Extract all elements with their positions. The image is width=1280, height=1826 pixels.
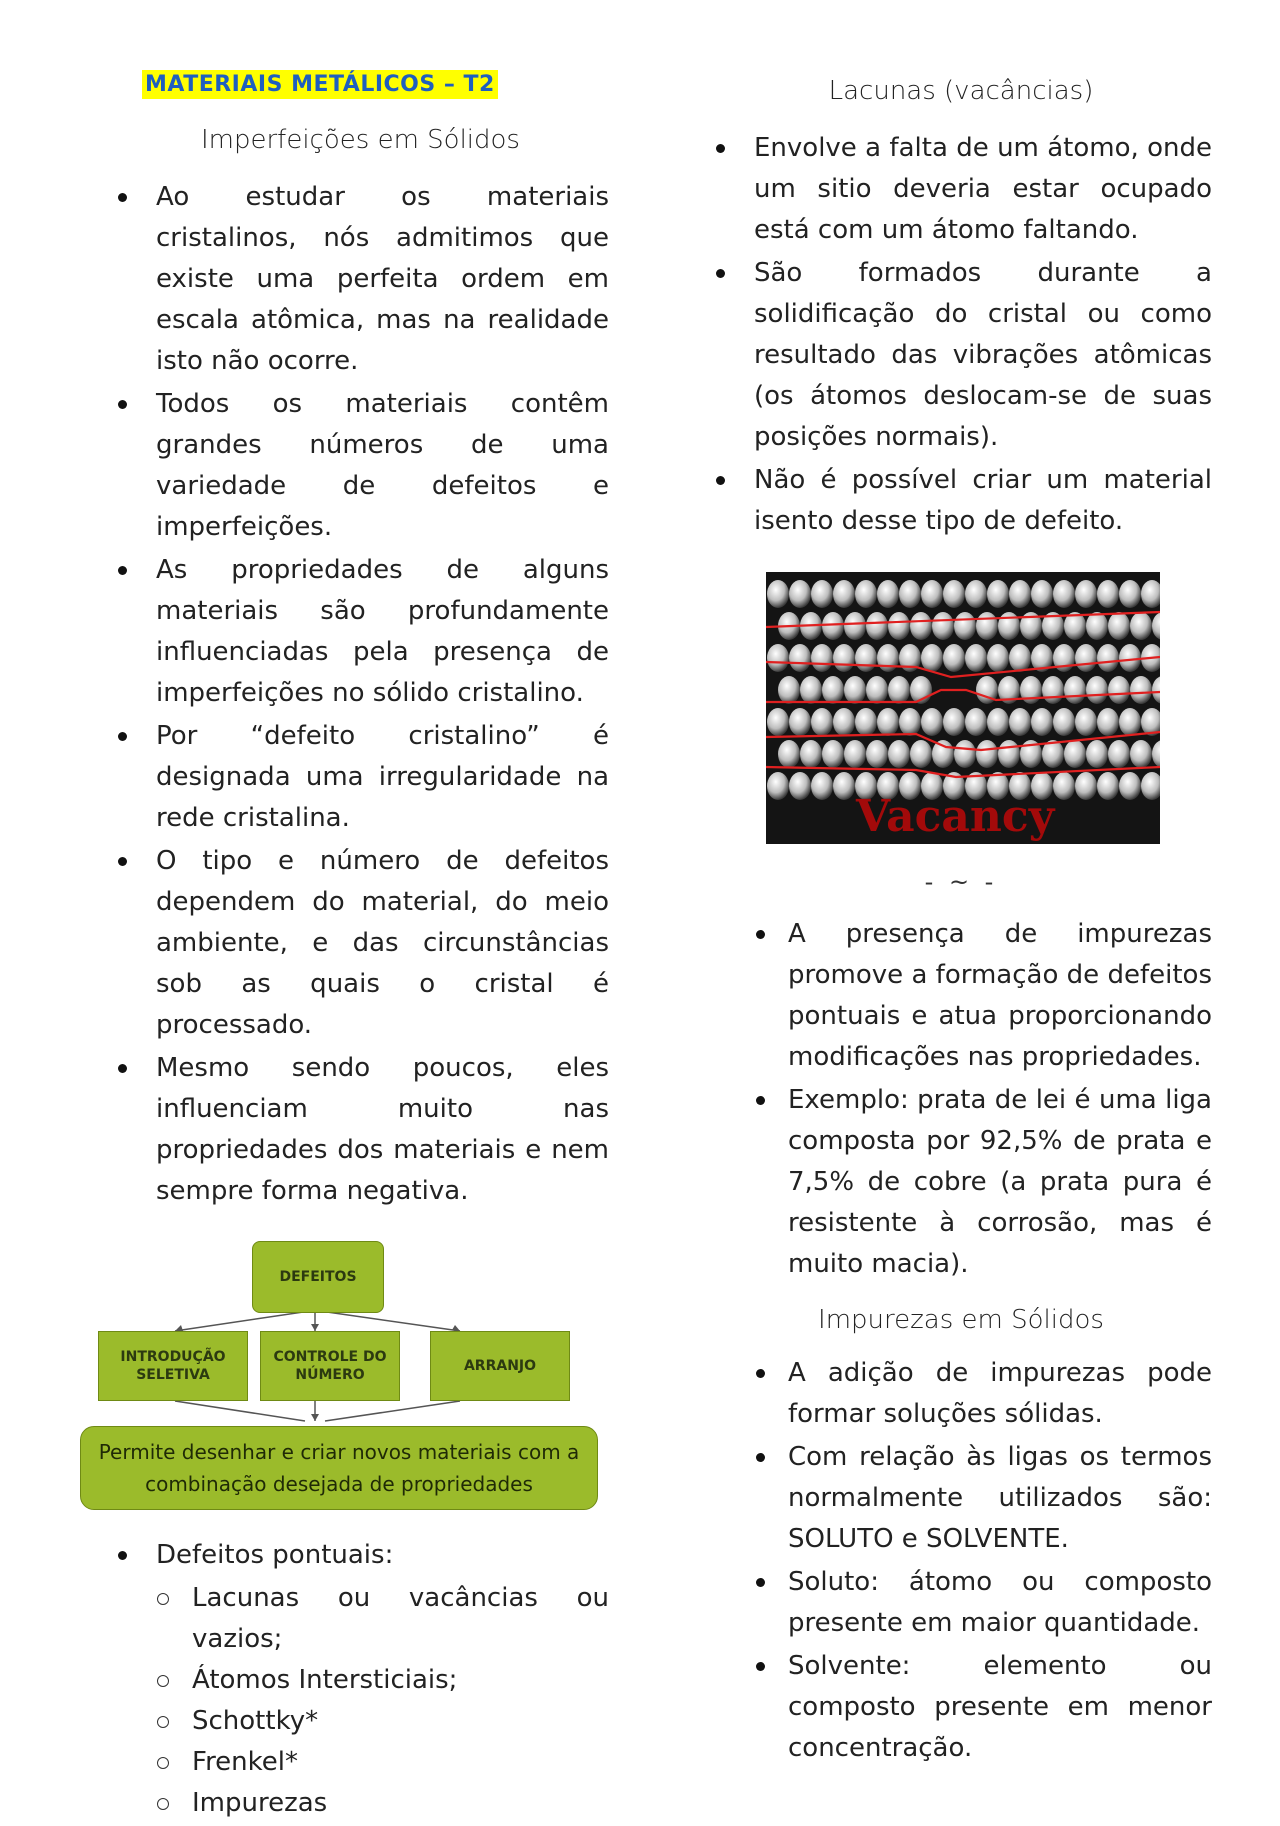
atom	[767, 580, 789, 608]
atom	[855, 644, 877, 672]
atom	[767, 644, 789, 672]
atom	[1130, 676, 1152, 704]
atom	[811, 772, 833, 800]
atom	[987, 708, 1009, 736]
atom	[932, 612, 954, 640]
atom	[954, 740, 976, 768]
atom	[877, 580, 899, 608]
atom	[866, 740, 888, 768]
atom	[921, 644, 943, 672]
atom	[767, 772, 789, 800]
atom	[822, 676, 844, 704]
list-item: Exemplo: prata de lei é uma liga composta por 92,5% de prata e 7,5% de cobre (a prata pura é resistente à corrosão, mas é muito macia).	[710, 1080, 1212, 1285]
atom	[1009, 708, 1031, 736]
atom	[833, 644, 855, 672]
diagram-box-result: Permite desenhar e criar novos materiais com a combinação desejada de propriedades	[80, 1426, 598, 1510]
atom	[1009, 644, 1031, 672]
atom	[1108, 676, 1130, 704]
impurezas-intro-list	[710, 914, 1212, 1285]
atom	[1097, 644, 1119, 672]
list-item: Mesmo sendo poucos, eles influenciam muito nas propriedades dos materiais e nem sempre forma negativa.	[112, 1048, 609, 1212]
atom	[1119, 644, 1141, 672]
atom	[844, 740, 866, 768]
atom	[833, 772, 855, 800]
atom	[1009, 580, 1031, 608]
atom	[1086, 740, 1108, 768]
atom	[1075, 772, 1097, 800]
atom	[877, 708, 899, 736]
left-column	[98, 70, 609, 1826]
atom	[877, 644, 899, 672]
atom	[789, 580, 811, 608]
atom	[811, 708, 833, 736]
list-item: Envolve a falta de um átomo, onde um sitio deveria estar ocupado está com um átomo faltando.	[710, 128, 1212, 251]
right-column	[710, 70, 1212, 1771]
atom	[1097, 580, 1119, 608]
atom	[943, 580, 965, 608]
diagram-box-defeitos: DEFEITOS	[252, 1241, 384, 1313]
atom	[1119, 772, 1141, 800]
atom	[987, 644, 1009, 672]
atom	[1108, 612, 1130, 640]
atom	[789, 644, 811, 672]
lacunas-list	[710, 128, 1212, 542]
atom	[965, 580, 987, 608]
atom	[822, 740, 844, 768]
sublist-item: Lacunas ou vacâncias ou vazios;	[112, 1578, 609, 1660]
atom	[1031, 708, 1053, 736]
atom	[910, 740, 932, 768]
atom	[1042, 676, 1064, 704]
atom	[899, 708, 921, 736]
atom	[844, 612, 866, 640]
list-item: Por “defeito cristalino” é designada uma irregularidade na rede cristalina.	[112, 716, 609, 839]
atom	[1130, 740, 1152, 768]
atom	[767, 708, 789, 736]
atom	[800, 676, 822, 704]
atom	[921, 580, 943, 608]
diagram-box-introducao: INTRODUÇÃO SELETIVA	[98, 1331, 248, 1401]
atom	[943, 708, 965, 736]
atom	[1097, 772, 1119, 800]
atom	[943, 644, 965, 672]
atom	[888, 740, 910, 768]
diagram-box-arranjo: ARRANJO	[430, 1331, 570, 1401]
atom	[976, 740, 998, 768]
atom	[899, 580, 921, 608]
list-item: Ao estudar os materiais cristalinos, nós admitimos que existe uma perfeita ordem em escala atômica, mas na realidade isto não ocorre.	[112, 177, 609, 382]
atom	[921, 708, 943, 736]
atom	[1097, 708, 1119, 736]
atom	[965, 644, 987, 672]
atom	[910, 612, 932, 640]
sublist-item: Schottky*	[112, 1701, 609, 1742]
atom	[888, 612, 910, 640]
defects-list	[112, 1535, 609, 1824]
atom	[932, 740, 954, 768]
atom	[1020, 676, 1042, 704]
atom	[855, 580, 877, 608]
atom	[1086, 612, 1108, 640]
atom	[1053, 708, 1075, 736]
atom	[888, 676, 910, 704]
atom	[1053, 772, 1075, 800]
atom	[1119, 580, 1141, 608]
list-item: O tipo e número de defeitos dependem do material, do meio ambiente, e das circunstâncias sob as quais o cristal é processado.	[112, 841, 609, 1046]
atom	[866, 676, 888, 704]
atom	[855, 708, 877, 736]
section-heading-impurezas: Impurezas em Sólidos	[818, 1305, 1104, 1335]
atom	[998, 740, 1020, 768]
atom	[866, 612, 888, 640]
atom	[778, 676, 800, 704]
list-item: As propriedades de alguns materiais são profundamente influenciadas pela presença de imperfeições no sólido cristalino.	[112, 550, 609, 714]
atom	[976, 612, 998, 640]
atom	[1053, 580, 1075, 608]
atom	[789, 772, 811, 800]
atom	[811, 644, 833, 672]
atom	[1086, 676, 1108, 704]
atom	[1031, 580, 1053, 608]
atom	[811, 580, 833, 608]
atom	[833, 580, 855, 608]
diagram-box-controle: CONTROLE DO NÚMERO	[260, 1331, 400, 1401]
imperfeicoes-list	[112, 177, 609, 1212]
atom	[1075, 580, 1097, 608]
sublist-item: Impurezas	[112, 1783, 609, 1824]
list-item: A adição de impurezas pode formar soluções sólidas.	[710, 1353, 1212, 1435]
list-item: Não é possível criar um material isento desse tipo de defeito.	[710, 460, 1212, 542]
list-item: Solvente: elemento ou composto presente em menor concentração.	[710, 1646, 1212, 1769]
atom	[1064, 676, 1086, 704]
vacancy-image	[766, 572, 1160, 844]
atom	[998, 612, 1020, 640]
atom	[1119, 708, 1141, 736]
list-item: Soluto: átomo ou composto presente em maior quantidade.	[710, 1562, 1212, 1644]
defects-sublist	[112, 1578, 609, 1824]
separator: - ~ -	[924, 868, 998, 896]
atom	[965, 708, 987, 736]
atom	[1075, 644, 1097, 672]
section-heading-lacunas: Lacunas (vacâncias)	[828, 76, 1094, 106]
atom	[987, 580, 1009, 608]
sublist-item: Átomos Intersticiais;	[112, 1660, 609, 1701]
defects-label: Defeitos pontuais:	[156, 1540, 394, 1570]
list-item: Com relação às ligas os termos normalmente utilizados são: SOLUTO e SOLVENTE.	[710, 1437, 1212, 1560]
list-item: Todos os materiais contêm grandes números de uma variedade de defeitos e imperfeições.	[112, 384, 609, 548]
atom	[1130, 612, 1152, 640]
atom	[1064, 740, 1086, 768]
atom	[833, 708, 855, 736]
sublist-item: Frenkel*	[112, 1742, 609, 1783]
defects-diagram	[80, 1236, 600, 1511]
vacancy-label: Vacancy	[856, 791, 1055, 842]
list-item-defects-label	[112, 1535, 609, 1824]
atom	[789, 708, 811, 736]
section-heading-imperfeicoes: Imperfeições em Sólidos	[201, 125, 520, 155]
atom	[1075, 708, 1097, 736]
atom	[778, 740, 800, 768]
atom	[954, 612, 976, 640]
list-item: São formados durante a solidificação do cristal ou como resultado das vibrações atômicas (os átomos deslocam-se de suas posições normais).	[710, 253, 1212, 458]
atom	[844, 676, 866, 704]
atom	[822, 612, 844, 640]
impurezas-list	[710, 1353, 1212, 1769]
list-item: A presença de impurezas promove a formação de defeitos pontuais e atua proporcionando modificações nas propriedades.	[710, 914, 1212, 1078]
document-title: MATERIAIS METÁLICOS – T2	[142, 70, 498, 99]
atom	[1108, 740, 1130, 768]
atom	[800, 740, 822, 768]
